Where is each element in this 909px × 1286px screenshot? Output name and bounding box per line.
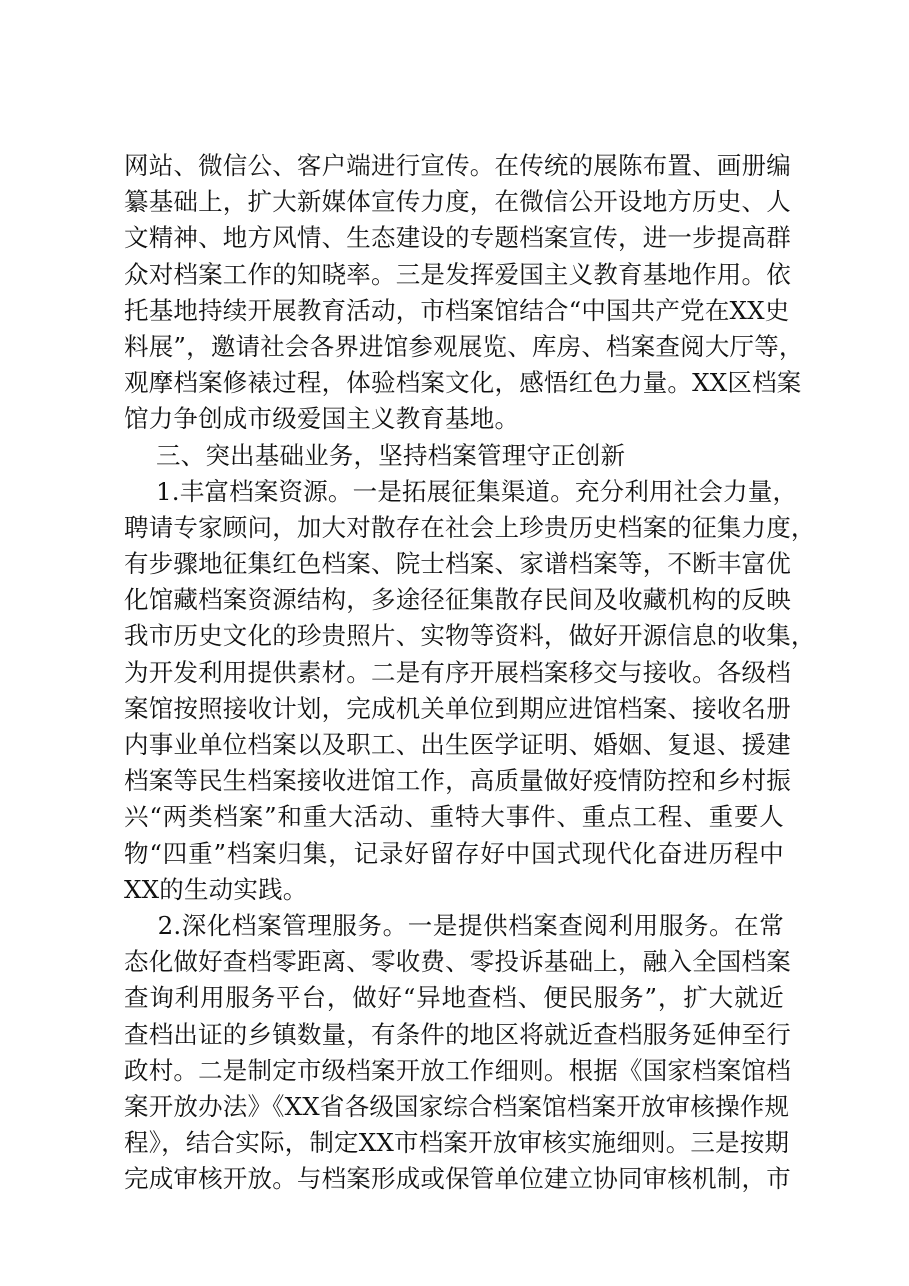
text-line: 托基地持续开展教育活动，市档案馆结合“中国共产党在XX史 — [124, 295, 790, 325]
text-line: 化馆藏档案资源结构，多途径征集散存民间及收藏机构的反映 — [124, 585, 791, 615]
text-line: 文精神、地方风情、生态建设的专题档案宣传，进一步提高群 — [124, 223, 791, 253]
text-line: 众对档案工作的知晓率。三是发挥爱国主义教育基地作用。依 — [124, 259, 791, 289]
text-line: 查档出证的乡镇数量，有条件的地区将就近查档服务延伸至行 — [124, 1019, 791, 1049]
text-line: 查询利用服务平台，做好“异地查档、便民服务”，扩大就近 — [124, 983, 784, 1013]
text-line: 案开放办法》《XX省各级国家综合档案馆档案开放审核操作规 — [124, 1091, 790, 1121]
text-line: XX的生动实践。 — [124, 874, 308, 904]
body-text — [124, 148, 816, 1197]
text-line: 2.深化档案管理服务。一是提供档案查阅利用服务。在常 — [124, 910, 784, 940]
text-line: 态化做好查档零距离、零收费、零投诉基础上，融入全国档案 — [124, 947, 791, 977]
text-line: 有步骤地征集红色档案、院士档案、家谱档案等，不断丰富优 — [124, 549, 791, 579]
text-line: 为开发利用提供素材。二是有序开展档案移交与接收。各级档 — [124, 657, 791, 687]
text-line: 料展”，邀请社会各界进馆参观展览、库房、档案查阅大厅等， — [124, 331, 804, 361]
text-line: 1.丰富档案资源。一是拓展征集渠道。充分利用社会力量， — [124, 476, 798, 506]
text-line: 兴“两类档案”和重大活动、重特大事件、重点工程、重要人 — [124, 802, 784, 832]
section-heading: 三、突出基础业务，坚持档案管理守正创新 — [124, 440, 626, 470]
text-line: 完成审核开放。与档案形成或保管单位建立协同审核机制，市 — [124, 1164, 791, 1194]
text-line: 馆力争创成市级爱国主义教育基地。 — [124, 404, 520, 434]
text-line: 聘请专家顾问，加大对散存在社会上珍贵历史档案的征集力度， — [124, 512, 816, 542]
text-line: 政村。二是制定市级档案开放工作细则。根据《国家档案馆档 — [124, 1055, 791, 1085]
text-line: 物“四重”档案归集，记录好留存好中国式现代化奋进历程中 — [124, 838, 784, 868]
text-line: 案馆按照接收计划，完成机关单位到期应进馆档案、接收名册 — [124, 693, 791, 723]
text-line: 观摩档案修裱过程，体验档案文化，感悟红色力量。XX区档案 — [124, 368, 802, 398]
text-line: 内事业单位档案以及职工、出生医学证明、婚姻、复退、援建 — [124, 730, 791, 759]
text-line: 我市历史文化的珍贵照片、实物等资料，做好开源信息的收集， — [124, 621, 816, 651]
text-line: 纂基础上，扩大新媒体宣传力度，在微信公开设地方历史、人 — [124, 187, 791, 217]
text-line: 网站、微信公、客户端进行宣传。在传统的展陈布置、画册编 — [124, 151, 791, 180]
text-line: 档案等民生档案接收进馆工作，高质量做好疫情防控和乡村振 — [124, 766, 791, 796]
text-line: 程》，结合实际，制定XX市档案开放审核实施细则。三是按期 — [124, 1128, 790, 1158]
